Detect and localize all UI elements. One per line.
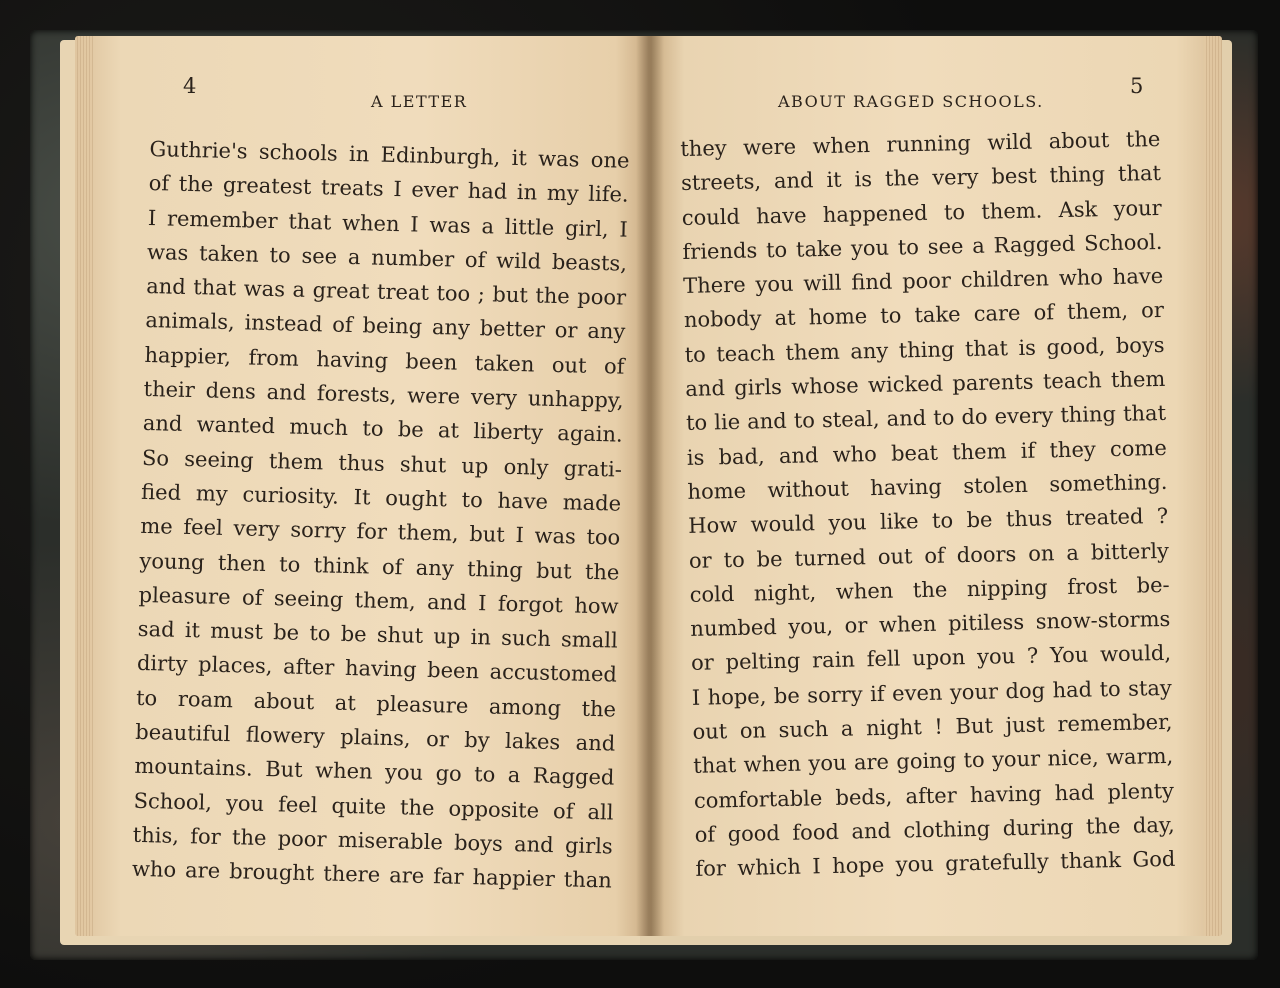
running-head: ABOUT RAGGED SCHOOLS. xyxy=(778,92,1044,111)
text-line: this, for the poor miserable boys and girls xyxy=(132,822,613,859)
left-page xyxy=(75,36,650,936)
text-line: for which I hope you gratefully thank God xyxy=(695,847,1176,882)
text-line: that when you are going to your nice, warm, xyxy=(693,744,1174,779)
text-line: mountains. But when you go to a Ragged xyxy=(134,754,615,790)
text-line: or pelting rain fell upon you ? You would, xyxy=(690,641,1172,676)
text-line: is bad, and who beat them if they come xyxy=(686,435,1167,470)
text-line: comfortable beds, after having had plenty xyxy=(693,778,1175,813)
running-head: A LETTER xyxy=(371,92,468,111)
text-line: There you will find poor children who have xyxy=(682,264,1164,299)
page-number: 4 xyxy=(183,74,197,98)
text-line: pleasure of seeing them, and I forgot how xyxy=(138,582,619,619)
left-page-body xyxy=(132,132,630,898)
text-line: who are brought there are far happier than xyxy=(131,857,613,893)
text-line: fied my curiosity. It ought to have made xyxy=(140,479,622,516)
text-line: out on such a night ! But just remember, xyxy=(692,709,1173,744)
text-line: to teach them any thing that is good, boys xyxy=(684,332,1165,367)
text-line: sad it must be to be shut up in such small xyxy=(137,617,619,653)
text-line: to roam about at pleasure among the xyxy=(135,685,617,722)
text-line: nobody at home to take care of them, or xyxy=(683,298,1165,333)
text-line: animals, instead of being any better or any xyxy=(145,308,626,345)
text-line: or to be turned out of doors on a bitterly xyxy=(688,538,1170,573)
text-line: of the greatest treats I ever had in my life. xyxy=(148,171,629,208)
text-line: was taken to see a number of wild beasts, xyxy=(146,239,628,276)
page-number: 5 xyxy=(1130,74,1144,98)
text-line: and wanted much to be at liberty again. xyxy=(142,411,624,448)
right-page-body xyxy=(680,122,1176,886)
text-line: numbed you, or when pitiless snow-storms xyxy=(690,606,1171,642)
text-line: and that was a great treat too ; but the poor xyxy=(145,274,627,310)
book-gutter xyxy=(636,36,664,936)
text-line: School, you feel quite the opposite of all xyxy=(133,788,614,825)
text-line: young then to think of any thing but the xyxy=(139,548,620,585)
text-line: of good food and clothing during the day, xyxy=(694,812,1175,847)
text-line: I remember that when I was a little girl, I xyxy=(147,205,629,242)
text-line: How would you like to be thus treated ? xyxy=(688,504,1169,539)
text-line: their dens and forests, were very unhappy, xyxy=(143,377,624,413)
text-line: beautiful flowery plains, or by lakes and xyxy=(135,719,616,756)
text-line: So seeing them thus shut up only grati- xyxy=(141,445,623,482)
text-line: they were when running wild about the xyxy=(680,126,1161,161)
text-line: could have happened to them. Ask your xyxy=(681,195,1162,230)
text-line: me feel very sorry for them, but I was too xyxy=(140,514,621,550)
text-line: streets, and it is the very best thing that xyxy=(680,161,1162,196)
text-line: and girls whose wicked parents teach them xyxy=(685,366,1166,402)
text-line: happier, from having been taken out of xyxy=(144,342,625,379)
text-line: cold night, when the nipping frost be- xyxy=(689,572,1170,607)
text-line: friends to take you to see a Ragged School. xyxy=(682,229,1163,264)
right-page xyxy=(650,36,1222,936)
text-line: Guthrie's schools in Edinburgh, it was one xyxy=(149,136,630,173)
left-page-edges xyxy=(75,36,93,936)
text-line: home without having stolen something. xyxy=(687,469,1168,504)
right-page-edges xyxy=(1204,36,1222,936)
text-line: dirty places, after having been accustomed xyxy=(136,651,618,688)
text-line: to lie and to steal, and to do every thing that xyxy=(685,401,1167,436)
text-line: I hope, be sorry if even your dog had to stay xyxy=(691,675,1172,710)
